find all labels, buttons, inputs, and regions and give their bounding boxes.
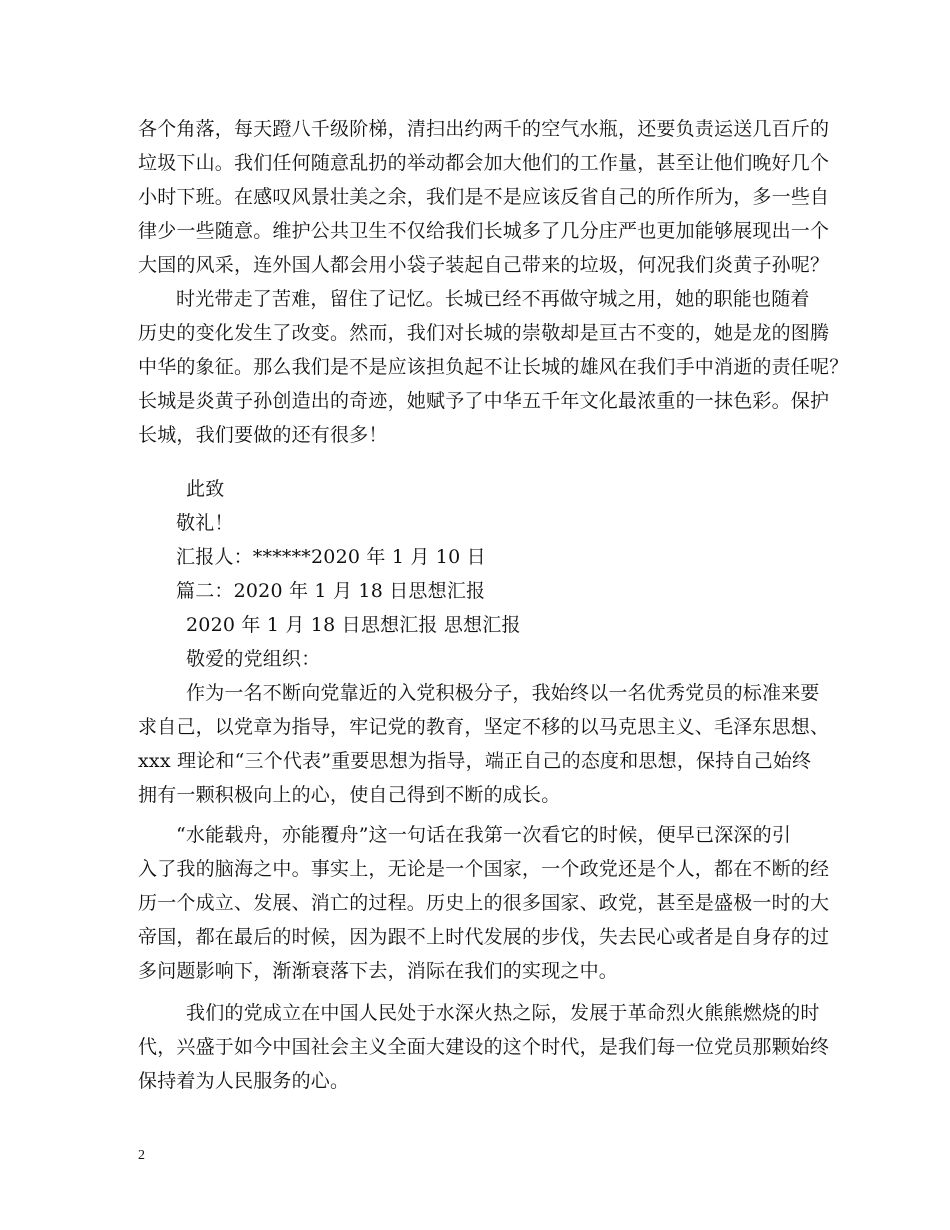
text-line: 我们的党成立在中国人民处于水深火热之际，发展于革命烈火熊熊燃烧的时 (186, 1002, 820, 1024)
text-line: 帝国，都在最后的时候，因为跟不上时代发展的步伐，失去民心或者是自身存的过 (138, 926, 830, 948)
text-line: 保持着为人民服务的心。 (138, 1070, 350, 1092)
text-line: 入了我的脑海之中。事实上，无论是一个国家，一个政党还是个人，都在不断的经 (138, 858, 830, 880)
text-line: 各个角落，每天蹬八千级阶梯，清扫出约两千的空气水瓶，还要负责运送几百斤的 (138, 118, 830, 140)
text-line: 长城是炎黄子孙创造出的奇迹，她赋予了中华五千年文化最浓重的一抹色彩。保护 (138, 390, 830, 412)
closing-text: 此致 (186, 478, 225, 500)
text-line: 律少一些随意。维护公共卫生不仅给我们长城多了几分庄严也更加能够展现出一个 (138, 220, 830, 242)
text-line: 拥有一颗积极向上的心，使自己得到不断的成长。 (138, 784, 561, 806)
text-line: 小时下班。在感叹风景壮美之余，我们是不是应该反省自己的所作所为，多一些自 (138, 186, 830, 208)
text-line: 长城，我们要做的还有很多！ (138, 424, 388, 446)
text-line: 作为一名不断向党靠近的入党积极分子，我始终以一名优秀党员的标准来要 (186, 682, 820, 704)
text-line: xxx 理论和“三个代表”重要思想为指导，端正自己的态度和思想，保持自己始终 (138, 750, 812, 772)
text-line: “水能载舟，亦能覆舟”这一句话在我第一次看它的时候，便早已深深的引 (176, 824, 792, 846)
salute-text: 敬礼！ (176, 512, 234, 534)
reporter-line: 汇报人：******2020 年 1 月 10 日 (176, 546, 486, 568)
text-line: 中华的象征。那么我们是不是应该担负起不让长城的雄风在我们手中消逝的责任呢？ (138, 356, 849, 378)
page-number: 2 (138, 1148, 145, 1163)
section-subtitle: 2020 年 1 月 18 日思想汇报 思想汇报 (186, 614, 521, 636)
text-line: 历史的变化发生了改变。然而，我们对长城的崇敬却是亘古不变的，她是龙的图腾 (138, 322, 830, 344)
text-line: 垃圾下山。我们任何随意乱扔的举动都会加大他们的工作量，甚至让他们晚好几个 (138, 152, 830, 174)
text-line: 大国的风采，连外国人都会用小袋子装起自己带来的垃圾，何况我们炎黄子孙呢？ (138, 254, 830, 276)
text-line: 代，兴盛于如今中国社会主义全面大建设的这个时代，是我们每一位党员那颗始终 (138, 1036, 830, 1058)
text-line: 历一个成立、发展、消亡的过程。历史上的很多国家、政党，甚至是盛极一时的大 (138, 892, 830, 914)
text-line: 多问题影响下，渐渐衰落下去，消际在我们的实现之中。 (138, 960, 619, 982)
greeting: 敬爱的党组织： (186, 648, 321, 670)
text-line: 时光带走了苦难，留住了记忆。长城已经不再做守城之用，她的职能也随着 (176, 288, 810, 310)
text-line: 求自己，以党章为指导，牢记党的教育，坚定不移的以马克思主义、毛泽东思想、 (138, 716, 830, 738)
section-heading: 篇二：2020 年 1 月 18 日思想汇报 (176, 580, 486, 602)
